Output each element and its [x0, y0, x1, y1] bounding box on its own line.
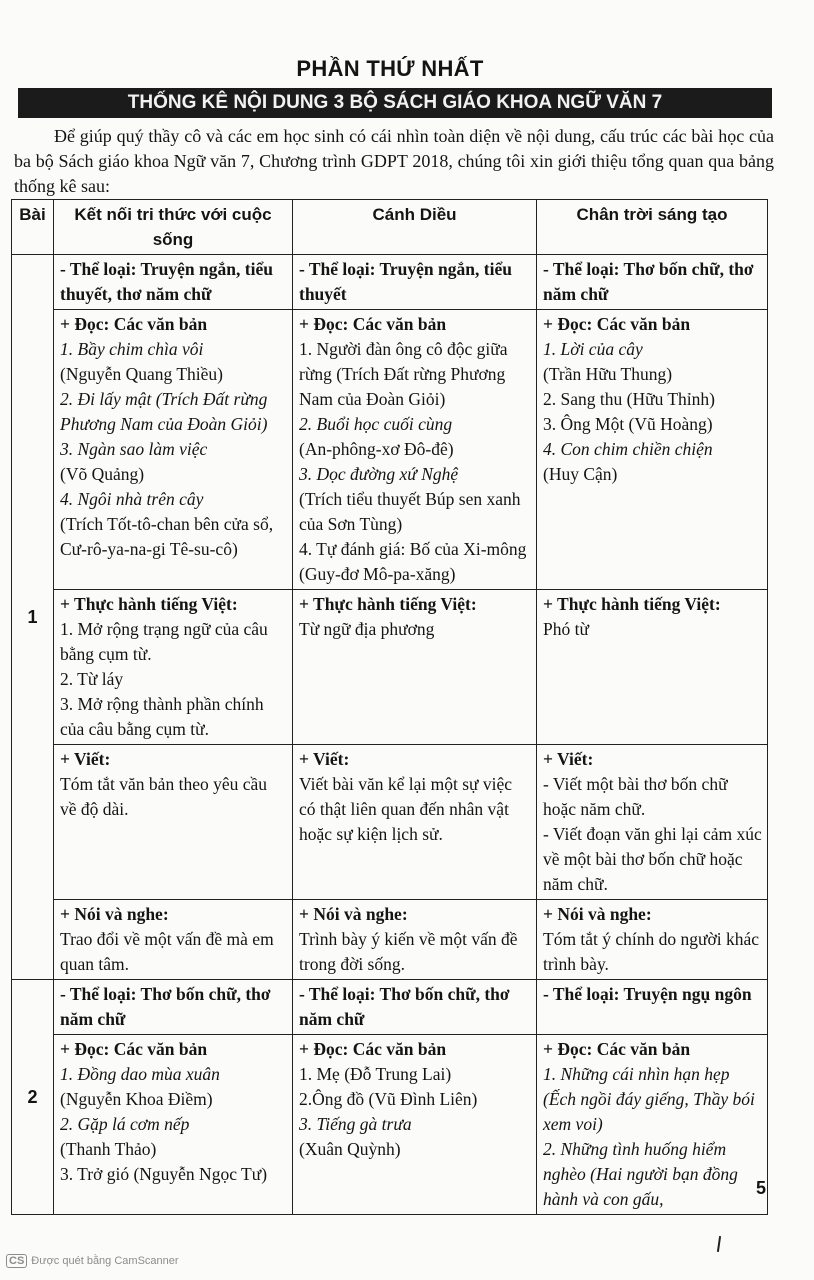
cell-line: Phó từ	[543, 619, 589, 639]
pen-mark	[717, 1236, 721, 1252]
part-title: PHẦN THỨ NHẤT	[296, 56, 484, 81]
cell-line: Tóm tắt văn bản theo yêu cầu về độ dài.	[60, 774, 268, 819]
cell-line: 2. Đi lấy mật (Trích Đất rừng Phương Nam của Đoàn Giỏi)	[60, 389, 268, 434]
intro-text: Để giúp quý thầy cô và các em học sinh có cái nhìn toàn diện về nội dung, cấu trúc các bài học của ba bộ Sách giáo khoa Ngữ văn 7, Chương trình GDPT 2018, chúng tôi xin giới thiệu tổng quan qua bảng thống kê sau:	[14, 126, 774, 196]
cell-line: 2. Sang thu (Hữu Thỉnh)	[543, 389, 716, 409]
cell-line: 4. Ngôi nhà trên cây	[60, 489, 204, 509]
cell-genre	[293, 255, 537, 310]
cell-vietnamese-practice	[54, 590, 293, 745]
table-body	[12, 255, 768, 1215]
cell-writing	[54, 745, 293, 900]
cell-line: (Xuân Quỳnh)	[299, 1139, 401, 1159]
cell-line: 1. Những cái nhìn hạn hẹp (Ếch ngồi đáy giếng, Thầy bói xem voi)	[543, 1064, 755, 1134]
cell-line: + Đọc: Các văn bản	[299, 314, 447, 334]
cell-reading	[54, 310, 293, 590]
cell-line: + Nói và nghe:	[60, 904, 169, 924]
cell-line: (Nguyễn Quang Thiều)	[60, 364, 223, 384]
table-row	[12, 1035, 768, 1215]
cell-line: Trình bày ý kiến về một vấn đề trong đời sống.	[299, 929, 518, 974]
table-row	[12, 310, 768, 590]
cell-reading	[537, 310, 768, 590]
cell-line: 2. Gặp lá cơm nếp	[60, 1114, 190, 1134]
table-row	[12, 980, 768, 1035]
table-row	[12, 590, 768, 745]
table-header-row	[12, 200, 768, 255]
cell-line: - Thể loại: Truyện ngắn, tiểu thuyết	[299, 259, 512, 304]
cell-line: - Viết đoạn văn ghi lại cảm xúc về một bài thơ bốn chữ hoặc năm chữ.	[543, 824, 762, 894]
cell-line: - Viết một bài thơ bốn chữ hoặc năm chữ.	[543, 774, 728, 819]
cell-line: 3. Ngàn sao làm việc	[60, 439, 208, 459]
cell-line: + Thực hành tiếng Việt:	[299, 594, 477, 614]
cell-line: + Đọc: Các văn bản	[60, 1039, 208, 1059]
cell-line: + Đọc: Các văn bản	[60, 314, 208, 334]
cell-genre	[54, 980, 293, 1035]
cell-line: Từ ngữ địa phương	[299, 619, 435, 639]
lesson-number: 1	[12, 255, 54, 980]
cell-line: (An-phông-xơ Đô-đê)	[299, 439, 454, 459]
cell-line: - Thể loại: Truyện ngắn, tiểu thuyết, thơ năm chữ	[60, 259, 273, 304]
cell-line: + Nói và nghe:	[543, 904, 652, 924]
cell-line: 3. Dọc đường xứ Nghệ	[299, 464, 459, 484]
scanner-watermark-text: Được quét bằng CamScanner	[31, 1255, 179, 1267]
header-chan-troi: Chân trời sáng tạo	[537, 200, 768, 255]
cell-reading	[293, 310, 537, 590]
scanner-watermark	[6, 1254, 179, 1268]
cell-writing	[537, 745, 768, 900]
cell-vietnamese-practice	[293, 590, 537, 745]
table-row	[12, 745, 768, 900]
cell-line: 1. Mở rộng trạng ngữ của câu bằng cụm từ.	[60, 619, 268, 664]
cell-genre	[293, 980, 537, 1035]
section-banner: THỐNG KÊ NỘI DUNG 3 BỘ SÁCH GIÁO KHOA NGỮ VĂN 7	[18, 88, 772, 118]
cell-line: 2. Từ láy	[60, 669, 124, 689]
cell-genre	[54, 255, 293, 310]
cell-line: + Đọc: Các văn bản	[543, 1039, 691, 1059]
cell-line: 1. Bầy chim chìa vôi	[60, 339, 204, 359]
cell-line: 3. Ông Một (Vũ Hoàng)	[543, 414, 713, 434]
cell-vietnamese-practice	[537, 590, 768, 745]
cell-line: (Trích Tốt-tô-chan bên cửa sổ, Cư-rô-ya-na-gi Tê-su-cô)	[60, 514, 274, 559]
cell-line: 3. Tiếng gà trưa	[299, 1114, 412, 1134]
intro-paragraph	[14, 124, 774, 199]
cell-genre	[537, 255, 768, 310]
cell-line: 1. Đồng dao mùa xuân	[60, 1064, 220, 1084]
header-canh-dieu: Cánh Diều	[293, 200, 537, 255]
cell-reading	[293, 1035, 537, 1215]
cell-writing	[293, 745, 537, 900]
cell-line: 3. Mở rộng thành phần chính của câu bằng cụm từ.	[60, 694, 264, 739]
cell-line: + Viết:	[60, 749, 111, 769]
cell-line: + Thực hành tiếng Việt:	[60, 594, 238, 614]
cell-reading	[537, 1035, 768, 1215]
cell-line: 4. Con chim chiền chiện	[543, 439, 713, 459]
cell-line: + Đọc: Các văn bản	[543, 314, 691, 334]
cell-line: (Nguyễn Khoa Điềm)	[60, 1089, 213, 1109]
cell-line: + Viết:	[543, 749, 594, 769]
header-ket-noi: Kết nối tri thức với cuộc sống	[54, 200, 293, 255]
cell-speaking-listening	[293, 900, 537, 980]
cell-line: 1. Lời của cây	[543, 339, 643, 359]
cell-line: 3. Trở gió (Nguyễn Ngọc Tư)	[60, 1164, 268, 1184]
cell-line: + Nói và nghe:	[299, 904, 408, 924]
cell-line: + Đọc: Các văn bản	[299, 1039, 447, 1059]
table-row	[12, 900, 768, 980]
lesson-number: 2	[12, 980, 54, 1215]
cell-line: Tóm tắt ý chính do người khác trình bày.	[543, 929, 760, 974]
cell-line: 2. Những tình huống hiểm nghèo (Hai người bạn đồng hành và con gấu,	[543, 1139, 738, 1209]
cell-line: (Thanh Thảo)	[60, 1139, 157, 1159]
cell-genre	[537, 980, 768, 1035]
cell-line: 1. Người đàn ông cô độc giữa rừng (Trích Đất rừng Phương Nam của Đoàn Giỏi)	[299, 339, 508, 409]
cell-line: + Viết:	[299, 749, 350, 769]
cell-line: (Huy Cận)	[543, 464, 618, 484]
header-lesson: Bài	[12, 200, 54, 255]
cell-line: 2.Ông đồ (Vũ Đình Liên)	[299, 1089, 478, 1109]
cell-line: (Trích tiểu thuyết Búp sen xanh của Sơn Tùng)	[299, 489, 521, 534]
camscanner-logo: CS	[6, 1254, 27, 1268]
cell-line: - Thể loại: Thơ bốn chữ, thơ năm chữ	[543, 259, 754, 304]
cell-line: 4. Tự đánh giá: Bố của Xi-mông (Guy-đơ Mô-pa-xăng)	[299, 539, 527, 584]
cell-line: - Thể loại: Thơ bốn chữ, thơ năm chữ	[299, 984, 510, 1029]
cell-line: + Thực hành tiếng Việt:	[543, 594, 721, 614]
cell-reading	[54, 1035, 293, 1215]
cell-speaking-listening	[537, 900, 768, 980]
cell-speaking-listening	[54, 900, 293, 980]
cell-line: Viết bài văn kể lại một sự việc có thật liên quan đến nhân vật hoặc sự kiện lịch sử.	[299, 774, 513, 844]
cell-line: (Võ Quảng)	[60, 464, 145, 484]
page-number: 5	[755, 1178, 766, 1198]
cell-line: (Trần Hữu Thung)	[543, 364, 673, 384]
textbook-comparison-table	[11, 199, 768, 1215]
cell-line: 1. Mẹ (Đỗ Trung Lai)	[299, 1064, 452, 1084]
cell-line: - Thể loại: Thơ bốn chữ, thơ năm chữ	[60, 984, 271, 1029]
table-row	[12, 255, 768, 310]
cell-line: 2. Buổi học cuối cùng	[299, 414, 453, 434]
cell-line: - Thể loại: Truyện ngụ ngôn	[543, 984, 752, 1004]
cell-line: Trao đổi về một vấn đề mà em quan tâm.	[60, 929, 274, 974]
